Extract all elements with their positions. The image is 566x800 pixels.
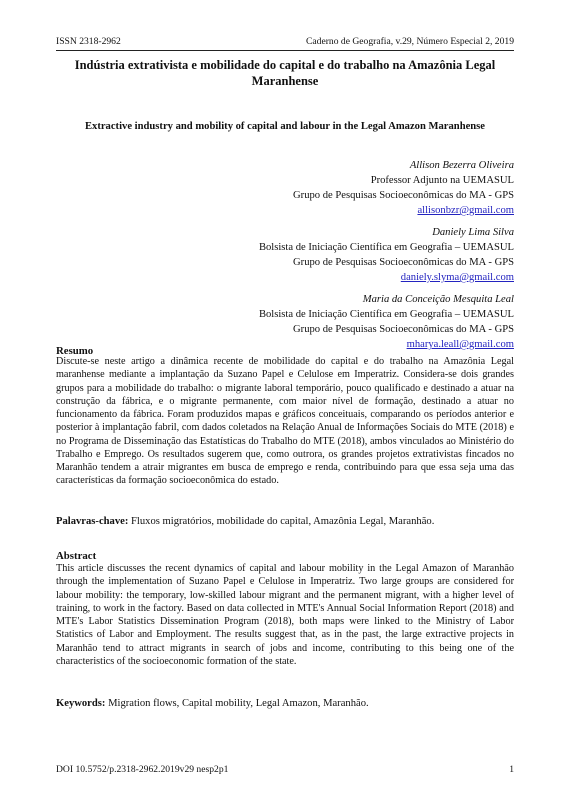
resumo-text: Discute-se neste artigo a dinâmica recente de mobilidade do capital e do trabalho na Amazônia Legal maranhense mediante a implantação da Suzano Papel e Celulose em Imperatriz. Considera-se dois grandes grupos para a mobilidade do trabalho: o migrante laboral temporário, pouco qualificado e destinado a atuar na construção da fábrica, e o migrante permanente, com maior nível de formação, destinado a atuar no funcionamento da fábrica. Foram produzidos mapas e gráficos conceituais, comparando os períodos anterior e posterior à implantação fabril, com dados coletados na Relação Anual de Informações Sociais do MTE (2018) e no Programa de Disseminação das Estatísticas do Trabalho do MTE (2018), ambos vinculados ao Ministério do Trabalho e Emprego. Os resultados sugerem que, como outrora, os grandes projetos extrativistas fincados no Maranhão tendem a atrair migrantes em busca de emprego e renda, contribuindo para que essa seja uma das características da formação socioeconômica do estado. [56, 356, 514, 487]
palavras-chave [56, 515, 514, 529]
article-title-line-2: Maranhense [251, 73, 319, 88]
author-name: Daniely Lima Silva [432, 227, 514, 238]
keywords-label: Keywords: [56, 698, 106, 709]
keywords [56, 697, 514, 711]
author-block [56, 292, 514, 352]
author-role: Bolsista de Iniciação Científica em Geografia – UEMASUL [258, 242, 514, 253]
author-group: Grupo de Pesquisas Socioeconômicas do MA - GPS [293, 324, 514, 335]
author-email-link[interactable]: allisonbzr@gmail.com [417, 205, 514, 216]
resumo-heading: Resumo [56, 345, 94, 357]
header-rule [56, 50, 514, 51]
author-block [56, 225, 514, 285]
page-number: 1 [509, 764, 514, 775]
author-email-link[interactable]: mharya.leall@gmail.com [406, 339, 514, 350]
article-title-line-1: Indústria extrativista e mobilidade do capital e do trabalho na Amazônia Legal [74, 58, 496, 72]
abstract-text: This article discusses the recent dynamics of capital and labour mobility in the Legal Amazon of Maranhão through the implementation of Suzano Papel e Celulose in Imperatriz. Two large groups are considered for labour mobility: the temporary, low-skilled labour migrant and the permanent migrant, with a higher level of training, to work in the factory. Based on data collected in MTE's Annual Social Information Report (2018) and MTE's Labor Statistics Dissemination Program (2018), both maps were linked to the Ministry of Labor Statistics of Labor and Employment. The results suggest that, as in the past, the large extractive projects in Maranhão tend to attract migrants in search of jobs and income, contributing to this being one of the characteristics of the socioeconomic formation of the state. [56, 563, 514, 667]
abstract-heading: Abstract [56, 550, 97, 562]
journal-citation: Caderno de Geografia, v.29, Número Especial 2, 2019 [306, 36, 514, 47]
issn: ISSN 2318-2962 [56, 36, 121, 47]
doi: DOI 10.5752/p.2318-2962.2019v29 nesp2p1 [56, 764, 229, 775]
page-footer [56, 764, 514, 775]
palavras-chave-text: Fluxos migratórios, mobilidade do capital, Amazônia Legal, Maranhão. [128, 516, 435, 527]
author-group: Grupo de Pesquisas Socioeconômicas do MA - GPS [293, 190, 514, 201]
author-block [56, 158, 514, 218]
author-email-link[interactable]: daniely.slyma@gmail.com [400, 272, 514, 283]
paper-page [56, 0, 514, 800]
author-role: Bolsista de Iniciação Científica em Geografia – UEMASUL [258, 309, 514, 320]
author-name: Allison Bezerra Oliveira [409, 160, 514, 171]
keywords-text: Migration flows, Capital mobility, Legal Amazon, Maranhão. [105, 698, 369, 709]
article-title [56, 58, 514, 89]
article-title-english: Extractive industry and mobility of capital and labour in the Legal Amazon Maranhense [84, 121, 486, 132]
palavras-chave-label: Palavras-chave: [56, 516, 129, 527]
author-role: Professor Adjunto na UEMASUL [370, 175, 514, 186]
author-group: Grupo de Pesquisas Socioeconômicas do MA - GPS [293, 257, 514, 268]
running-header [56, 36, 514, 47]
author-name: Maria da Conceição Mesquita Leal [362, 294, 514, 305]
